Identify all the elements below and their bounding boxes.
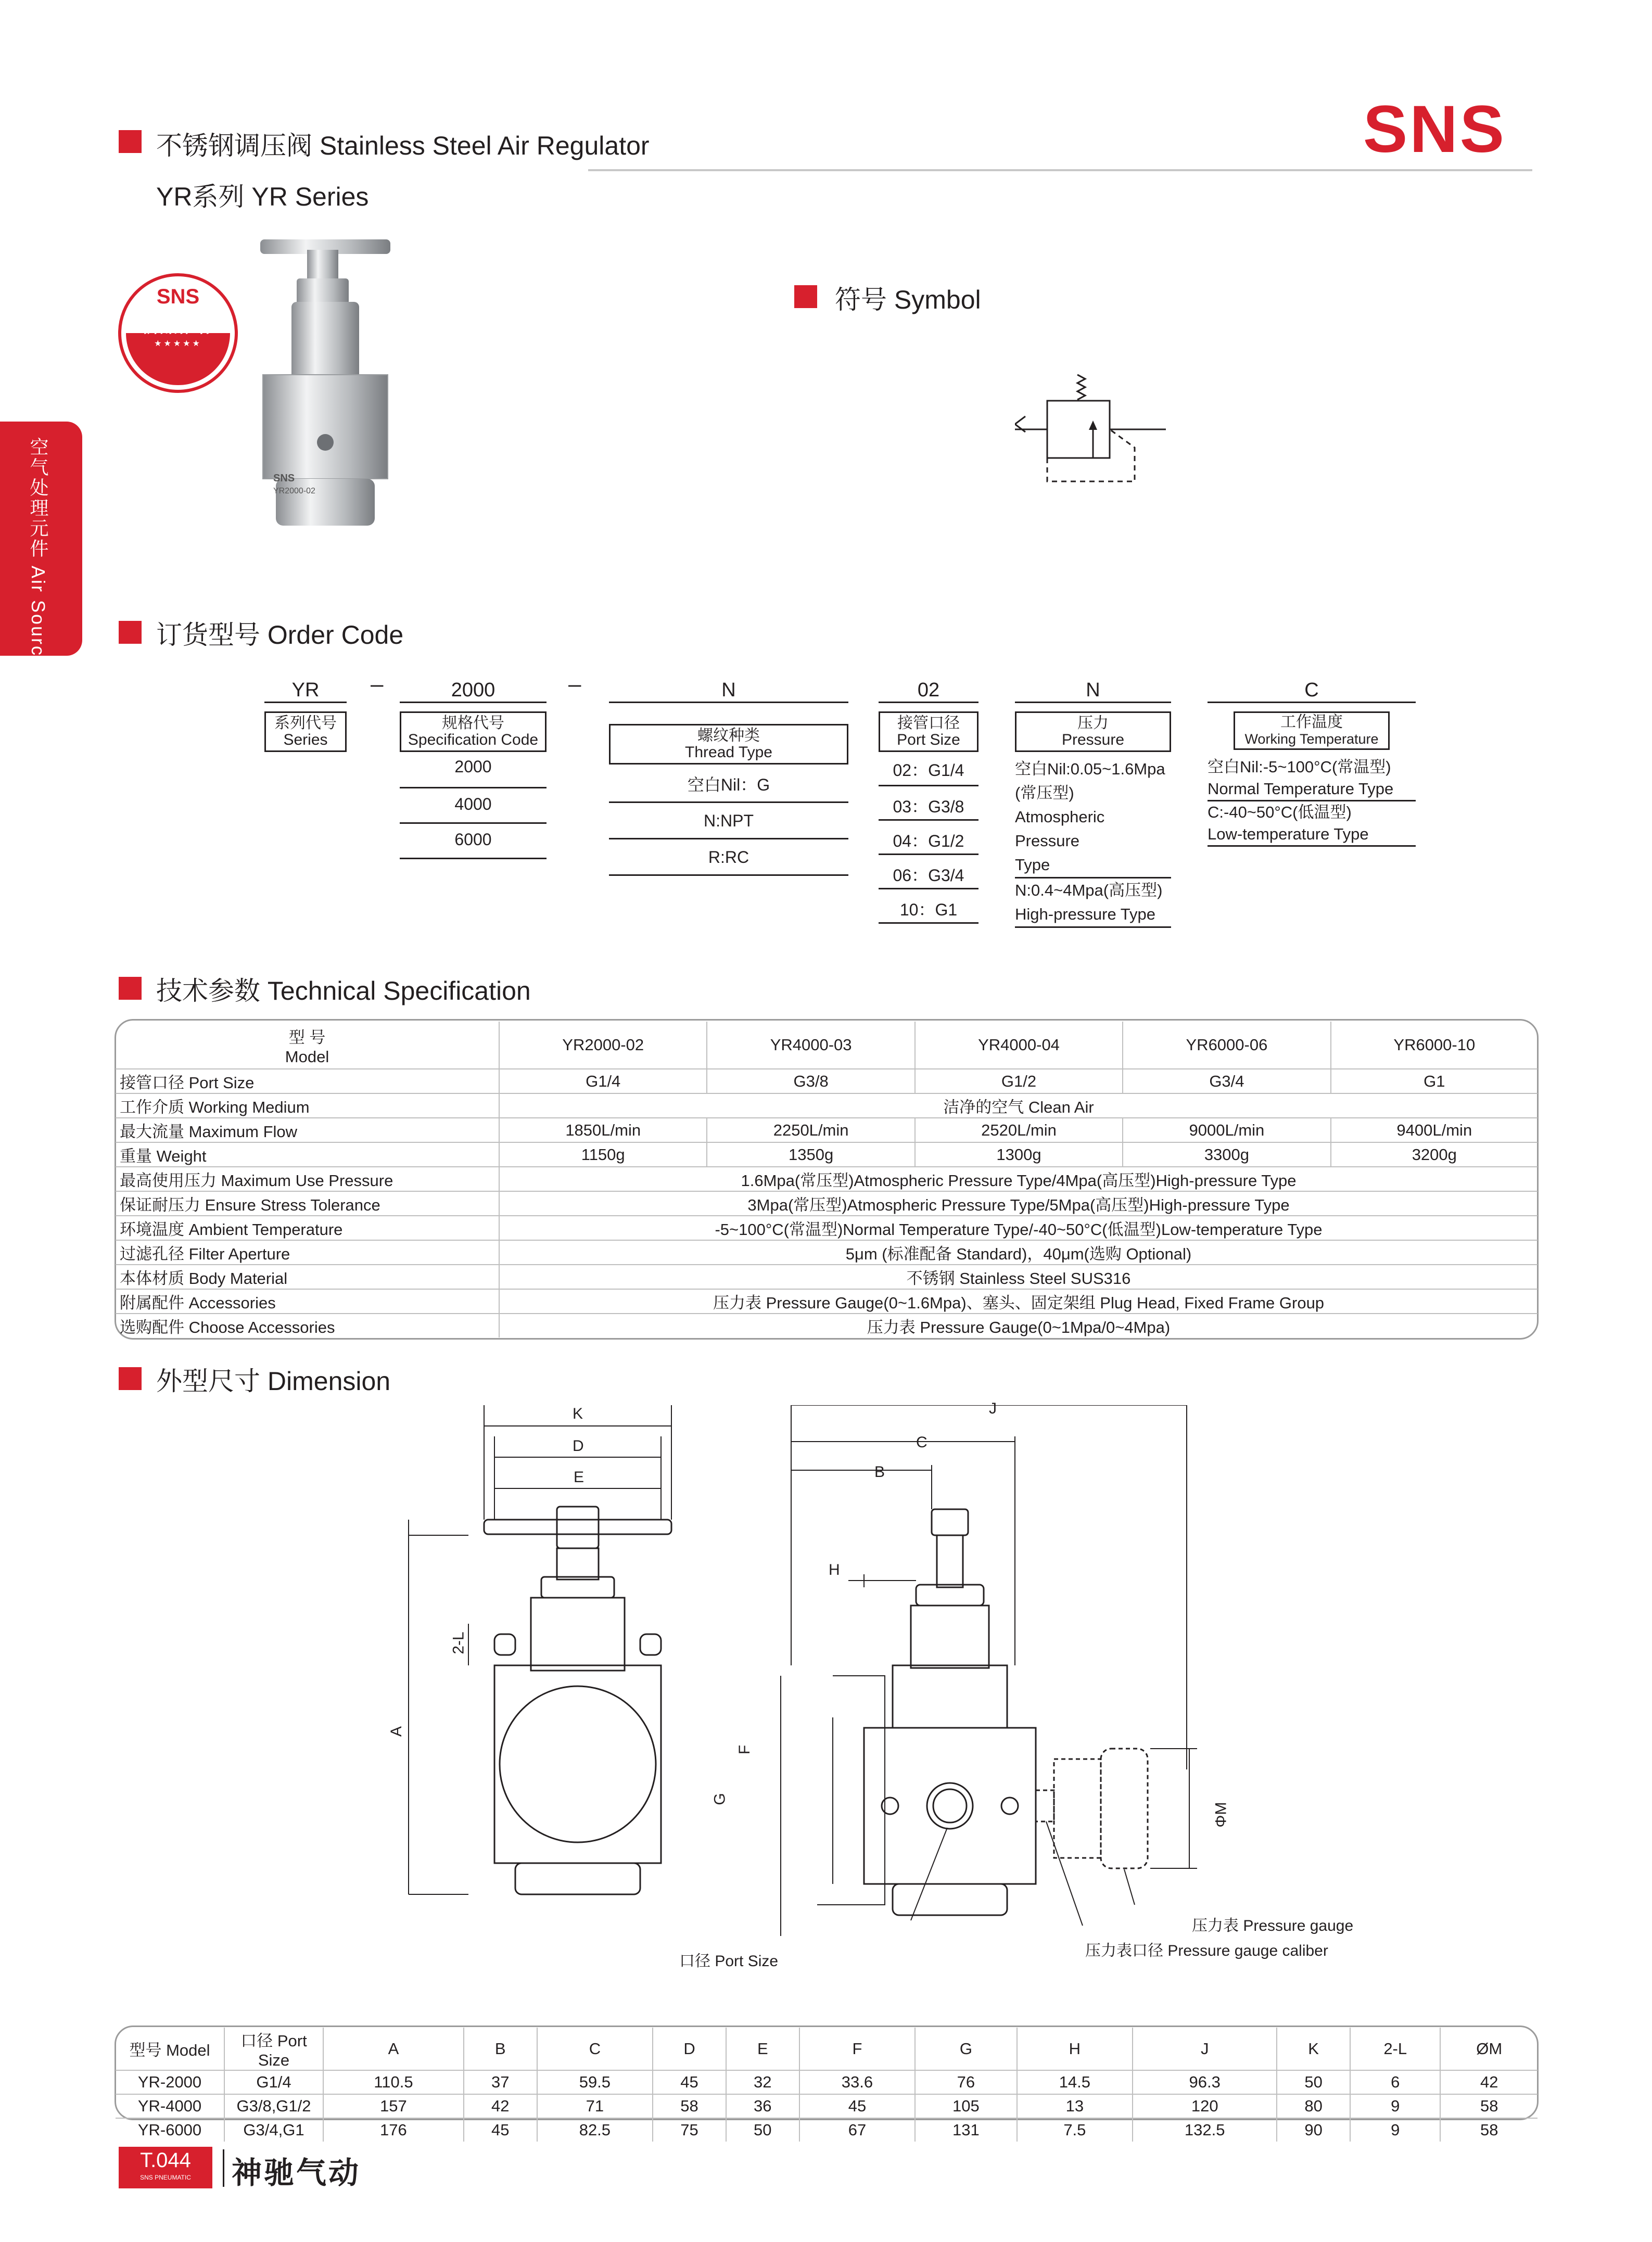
heading-marker: [119, 621, 142, 644]
table-row: 过滤孔径 Filter Aperture 5μm (标准配备 Standard)，40μm(选购 Optional): [116, 1240, 1537, 1265]
order-col-spec: 2000 规格代号 Specification Code 2000 4000 6000: [400, 679, 547, 859]
order-col-pressure: N 压力 Pressure 空白Nil:0.05~1.6Mpa (常压型) Atmospheric Pressure Type N:0.4~4Mpa(高压型) High-pressure Type: [1015, 679, 1171, 928]
table-row: 本体材质 Body Material 不锈钢 Stainless Steel SUS316: [116, 1265, 1537, 1289]
dimension-heading: 外型尺寸 Dimension: [156, 1367, 391, 1396]
table-row: YR-2000 G1/4 110.5 37 59.5 45 32 33.6 76 14.5 96.3 50 6 42: [116, 2070, 1537, 2094]
badge-brand: SNS: [156, 285, 200, 308]
table-row: 环境温度 Ambient Temperature -5~100°C(常温型)Normal Temperature Type/-40~50°C(低温型)Low-temperature Type: [116, 1216, 1537, 1240]
series-title: YR系列 YR Series: [156, 182, 369, 211]
header-rule: [588, 169, 1532, 171]
model-col: YR6000-10: [1331, 1022, 1537, 1069]
table-row: 最高使用压力 Maximum Use Pressure 1.6Mpa(常压型)Atmospheric Pressure Type/4Mpa(高压型)High-pressure Type: [116, 1167, 1537, 1191]
order-dash: –: [568, 671, 581, 697]
dim-label-a: A: [388, 1726, 405, 1737]
page-number: T.044: [140, 2149, 191, 2172]
model-col: YR4000-03: [707, 1022, 914, 1069]
badge-text: 新品推荐: [140, 315, 215, 336]
heading-marker: [119, 130, 142, 153]
model-col: YR4000-04: [915, 1022, 1123, 1069]
dim-label-k: K: [573, 1405, 583, 1422]
side-tab-label: 空气处理元件 Air Source Treatment: [28, 437, 49, 774]
dim-label-2l: 2-L: [450, 1632, 467, 1654]
table-row: 附属配件 Accessories 压力表 Pressure Gauge(0~1.6Mpa)、塞头、固定架组 Plug Head, Fixed Frame Group: [116, 1289, 1537, 1314]
dim-label-e: E: [574, 1469, 584, 1486]
tech-spec-table: [116, 1022, 1537, 1337]
symbol-heading: 符号 Symbol: [835, 285, 981, 314]
product-model-mark: YR2000-02: [273, 487, 315, 495]
dim-label-m: ΦM: [1212, 1802, 1230, 1828]
order-code-heading: 订货型号 Order Code: [156, 620, 404, 649]
table-row: 重量 Weight 1150g 1350g 1300g 3300g 3200g: [116, 1142, 1537, 1167]
table-header-row: 型号 Model 口径 Port Size A B C D E F G H J K 2-L ØM: [116, 2028, 1537, 2070]
table-row: 工作介质 Working Medium 洁净的空气 Clean Air: [116, 1093, 1537, 1118]
dim-label-d: D: [573, 1437, 584, 1455]
page-title: 不锈钢调压阀 Stainless Steel Air Regulator: [156, 131, 650, 160]
brand-logo: SNS: [1363, 92, 1506, 167]
table-row: 选购配件 Choose Accessories 压力表 Pressure Gauge(0~1Mpa/0~4Mpa): [116, 1314, 1537, 1337]
table-row: 最大流量 Maximum Flow 1850L/min 2250L/min 2520L/min 9000L/min 9400L/min: [116, 1118, 1537, 1142]
dim-label-h: H: [829, 1561, 840, 1578]
dim-label-b: B: [874, 1463, 885, 1481]
callout-port-size: 口径 Port Size: [679, 1953, 779, 1970]
page-number-box: [119, 2147, 212, 2188]
table-row: 接管口径 Port Size G1/4 G3/8 G1/2 G3/4 G1: [116, 1069, 1537, 1093]
model-header: 型 号 Model: [116, 1022, 499, 1069]
table-row: 保证耐压力 Ensure Stress Tolerance 3Mpa(常压型)Atmospheric Pressure Type/5Mpa(高压型)High-pressure Type: [116, 1191, 1537, 1216]
order-col-thread: N 螺纹种类 Thread Type 空白Nil：G N:NPT R:RC: [609, 679, 848, 876]
product-brand-mark: SNS: [273, 473, 295, 484]
dim-label-g: G: [711, 1793, 729, 1805]
heading-marker: [119, 1367, 142, 1390]
table-row: YR-4000 G3/8,G1/2 157 42 71 58 36 45 105 13 120 80 9 58: [116, 2094, 1537, 2118]
page-sub: SNS PNEUMATIC: [140, 2174, 191, 2181]
order-col-temperature: C 工作温度 Working Temperature 空白Nil:-5~100°C(常温型) Normal Temperature Type C:-40~50°C(低温型) Low-temperature Type: [1208, 679, 1416, 847]
order-dash: –: [371, 671, 384, 697]
dimension-table: [116, 2028, 1537, 2142]
model-col: YR2000-02: [499, 1022, 707, 1069]
order-col-port: 02 接管口径 Port Size 02：G1/4 03：G3/8 04：G1/2 06：G3/4 10：G1: [879, 679, 979, 924]
order-col-series: YR 系列代号 Series: [264, 679, 347, 752]
heading-marker: [119, 977, 142, 1000]
product-image: [250, 229, 401, 546]
footer-company: 神驰气动: [232, 2156, 361, 2190]
callout-gauge-caliber: 压力表口径 Pressure gauge caliber: [1085, 1942, 1328, 1959]
footer-divider: [223, 2149, 224, 2187]
table-row: YR-6000 G3/4,G1 176 45 82.5 75 50 67 131 7.5 132.5 90 9 58: [116, 2118, 1537, 2142]
dim-label-j: J: [989, 1400, 997, 1417]
dim-label-f: F: [736, 1744, 754, 1755]
tech-spec-heading: 技术参数 Technical Specification: [156, 976, 531, 1005]
dim-label-c: C: [916, 1434, 927, 1451]
model-col: YR6000-06: [1123, 1022, 1330, 1069]
heading-marker: [794, 285, 817, 308]
regulator-symbol: [1015, 364, 1171, 489]
badge-stars: ★★★★★: [154, 339, 202, 348]
callout-pressure-gauge: 压力表 Pressure gauge: [1192, 1917, 1354, 1934]
